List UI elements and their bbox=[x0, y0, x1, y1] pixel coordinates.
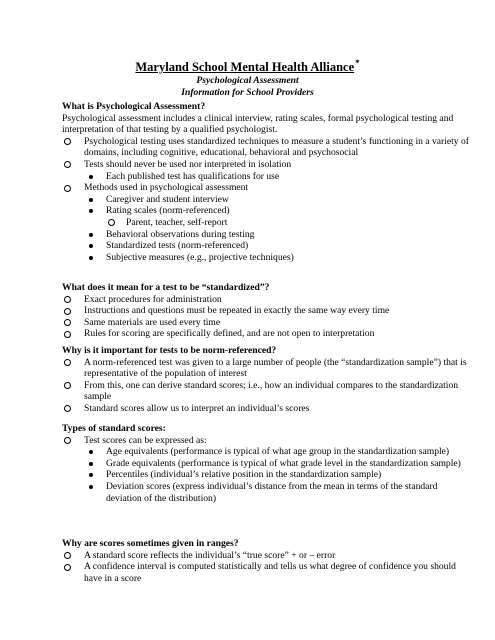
dot-bullet-icon bbox=[89, 194, 93, 206]
section-heading: Why are scores sometimes given in ranges? bbox=[62, 538, 239, 549]
list-item: Percentiles (individual’s relative position in the standardization sample) bbox=[62, 469, 472, 481]
list-item: Standardized tests (norm-referenced) bbox=[62, 240, 472, 252]
list-item: A standard score reflects the individual’s “true score” + or – error bbox=[62, 550, 472, 562]
list-item: Psychological testing uses standardized techniques to measure a student’s functioning in a variety of domains, including cognitive, educational, behavioral and psychosocial bbox=[62, 136, 472, 159]
title-text: Maryland School Mental Health Alliance bbox=[135, 60, 355, 75]
section-heading: What does it mean for a test to be “standardized”? bbox=[62, 282, 270, 293]
dot-bullet-icon bbox=[89, 469, 93, 481]
list-item: Each published test has qualifications for use bbox=[62, 171, 472, 183]
circle-bullet-icon bbox=[64, 328, 71, 341]
list-item: A confidence interval is computed statistically and tells us what degree of confidence you should have in a score bbox=[62, 561, 472, 584]
title-footnote-mark: * bbox=[355, 58, 360, 68]
list-item: Parent, teacher, self-report bbox=[62, 217, 472, 229]
list-item: Tests should never be used nor interpreted in isolation bbox=[62, 159, 472, 171]
list-item: Exact procedures for administration bbox=[62, 294, 472, 306]
circle-bullet-icon bbox=[64, 403, 71, 416]
list-item: Behavioral observations during testing bbox=[62, 229, 472, 241]
section-heading: What is Psychological Assessment? bbox=[62, 101, 206, 112]
subtitle-line-1: Psychological Assessment bbox=[196, 75, 299, 87]
list-item: A norm-referenced test was given to a large number of people (the “standardization sample”) that is representative of the population of interest bbox=[62, 357, 472, 380]
subtitle-line-2: Information for School Providers bbox=[181, 86, 314, 98]
list-item: From this, one can derive standard scores; i.e., how an individual compares to the standardization sample bbox=[62, 380, 472, 403]
section-heading: Why is it important for tests to be norm-referenced? bbox=[62, 345, 277, 356]
dot-bullet-icon bbox=[89, 171, 93, 183]
dot-bullet-icon bbox=[89, 229, 93, 241]
list-item: Grade equivalents (performance is typical of what grade level in the standardization sample) bbox=[62, 458, 472, 470]
list-item: Instructions and questions must be repeated in exactly the same way every time bbox=[62, 305, 472, 317]
list-item: Subjective measures (e.g., projective techniques) bbox=[62, 252, 472, 264]
circle-bullet-icon bbox=[64, 136, 71, 149]
dot-bullet-icon bbox=[89, 446, 93, 458]
section-heading: Types of standard scores: bbox=[62, 423, 166, 434]
circle-bullet-icon bbox=[64, 380, 71, 393]
section-standard-score-types bbox=[62, 423, 472, 504]
list-item: Deviation scores (express individual’s distance from the mean in terms of the standard deviation of the distribution) bbox=[62, 481, 472, 504]
dot-bullet-icon bbox=[89, 458, 93, 470]
document-header bbox=[0, 56, 495, 98]
dot-bullet-icon bbox=[89, 252, 93, 264]
section-norm-referenced bbox=[62, 345, 472, 415]
section-standardized bbox=[62, 282, 472, 340]
document-title bbox=[0, 56, 495, 75]
dot-bullet-icon bbox=[89, 481, 93, 493]
list-item: Rules for scoring are specifically defined, and are not open to interpretation bbox=[62, 328, 472, 340]
section-score-ranges bbox=[62, 538, 472, 584]
list-item: Age equivalents (performance is typical of what age group in the standardization sample) bbox=[62, 446, 472, 458]
circle-bullet-icon bbox=[64, 357, 71, 370]
section-paragraph: Psychological assessment includes a clinical interview, rating scales, formal psychological testing and interpretation of that testing by a qualified psychologist. bbox=[62, 112, 454, 136]
list-item: Caregiver and student interview bbox=[62, 194, 472, 206]
list-item: Rating scales (norm-referenced) bbox=[62, 205, 472, 217]
section-what-is-assessment bbox=[62, 101, 472, 263]
circle-bullet-icon bbox=[64, 561, 71, 574]
dot-bullet-icon bbox=[89, 240, 93, 252]
dot-bullet-icon bbox=[89, 205, 93, 217]
list-item: Same materials are used every time bbox=[62, 317, 472, 329]
list-item: Methods used in psychological assessment bbox=[62, 182, 472, 194]
list-item: Standard scores allow us to interpret an individual’s scores bbox=[62, 403, 472, 415]
list-item: Test scores can be expressed as: bbox=[62, 435, 472, 447]
